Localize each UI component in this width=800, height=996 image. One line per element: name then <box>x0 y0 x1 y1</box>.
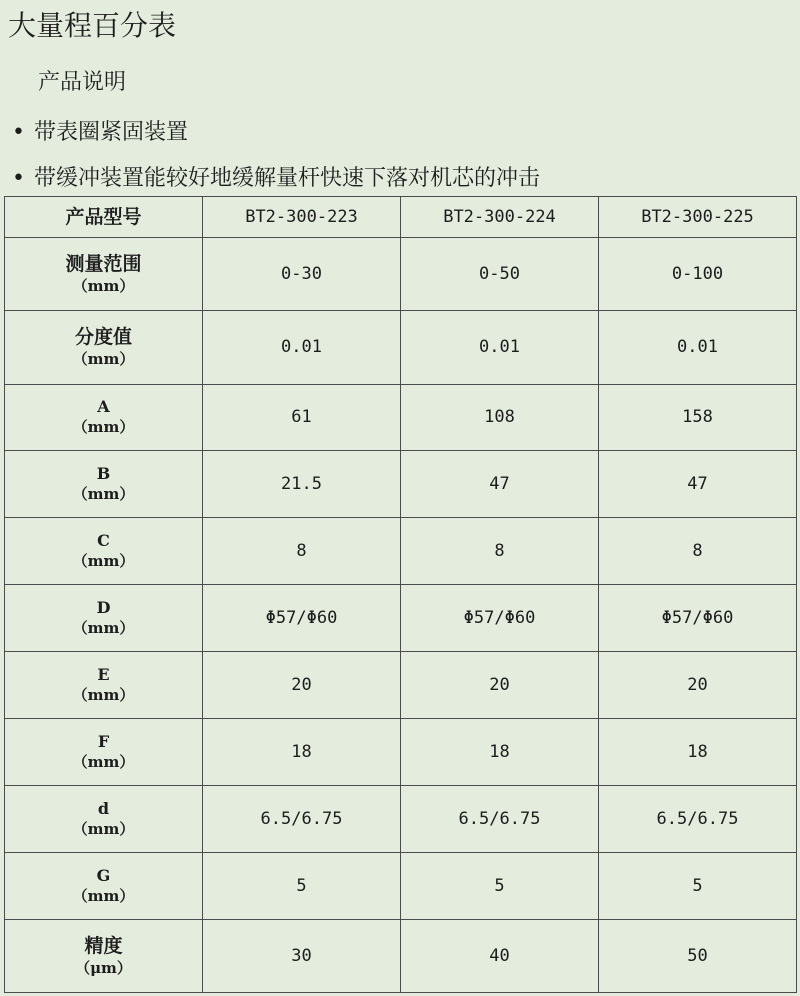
bullet-icon: • <box>12 166 25 191</box>
spec-value: 0.01 <box>401 311 599 384</box>
spec-value: 20 <box>203 652 401 719</box>
spec-value: 18 <box>599 718 797 785</box>
spec-value: 47 <box>599 451 797 518</box>
spec-unit: （mm） <box>72 685 135 704</box>
spec-value: 0-100 <box>599 237 797 310</box>
spec-name-cell <box>5 785 203 852</box>
feature-bullet <box>12 164 540 194</box>
table-row <box>5 237 797 310</box>
page-title: 大量程百分表 <box>8 9 177 42</box>
table-row <box>5 585 797 652</box>
feature-text: 带缓冲装置能较好地缓解量杆快速下落对机芯的冲击 <box>34 166 541 191</box>
spec-unit: （mm） <box>72 752 135 771</box>
spec-value: 8 <box>401 518 599 585</box>
spec-value: 21.5 <box>203 451 401 518</box>
table-row <box>5 451 797 518</box>
spec-value: 5 <box>401 852 599 919</box>
spec-unit: （mm） <box>72 418 135 437</box>
spec-value: 5 <box>599 852 797 919</box>
spec-table <box>4 196 797 993</box>
spec-value: 61 <box>203 384 401 451</box>
table-row <box>5 852 797 919</box>
spec-unit: （mm） <box>72 350 135 369</box>
spec-name: D <box>96 598 111 618</box>
spec-name-cell <box>5 718 203 785</box>
spec-unit: （mm） <box>72 485 135 504</box>
spec-value: Φ57/Φ60 <box>401 585 599 652</box>
spec-name: 精度 <box>84 934 123 957</box>
spec-value: Φ57/Φ60 <box>599 585 797 652</box>
spec-unit: （μm） <box>75 958 132 977</box>
feature-text: 带表圈紧固装置 <box>34 120 189 145</box>
spec-value: 8 <box>203 518 401 585</box>
spec-value: 18 <box>401 718 599 785</box>
spec-value: 6.5/6.75 <box>599 785 797 852</box>
spec-name: B <box>96 464 111 484</box>
spec-name-cell <box>5 451 203 518</box>
spec-value: 0.01 <box>203 311 401 384</box>
spec-name: 测量范围 <box>65 252 142 275</box>
model-number: BT2-300-223 <box>203 197 401 238</box>
spec-name: A <box>97 397 110 417</box>
spec-value: 108 <box>401 384 599 451</box>
spec-name: 分度值 <box>74 326 132 349</box>
table-row <box>5 718 797 785</box>
spec-value: 0.01 <box>599 311 797 384</box>
product-description-heading: 产品说明 <box>38 70 127 95</box>
spec-unit: （mm） <box>72 886 135 905</box>
spec-name-cell <box>5 237 203 310</box>
spec-name-cell <box>5 518 203 585</box>
spec-value: 5 <box>203 852 401 919</box>
model-number: BT2-300-225 <box>599 197 797 238</box>
table-row <box>5 518 797 585</box>
table-row <box>5 652 797 719</box>
spec-value: 50 <box>599 919 797 992</box>
spec-value: 47 <box>401 451 599 518</box>
spec-unit: （mm） <box>72 819 135 838</box>
table-header-row <box>5 197 797 238</box>
spec-value: 0-50 <box>401 237 599 310</box>
model-number: BT2-300-224 <box>401 197 599 238</box>
spec-value: 8 <box>599 518 797 585</box>
spec-name-cell <box>5 311 203 384</box>
model-header-label: 产品型号 <box>5 197 203 238</box>
spec-name: C <box>97 531 110 551</box>
spec-value: 158 <box>599 384 797 451</box>
spec-name-cell <box>5 585 203 652</box>
spec-value: Φ57/Φ60 <box>203 585 401 652</box>
table-row <box>5 785 797 852</box>
table-row <box>5 311 797 384</box>
bullet-icon: • <box>12 120 25 145</box>
table-row <box>5 384 797 451</box>
spec-value: 6.5/6.75 <box>203 785 401 852</box>
spec-value: 20 <box>599 652 797 719</box>
spec-name-cell <box>5 852 203 919</box>
spec-name: F <box>97 731 110 751</box>
spec-unit: （mm） <box>72 276 135 295</box>
spec-unit: （mm） <box>72 619 135 638</box>
table-row <box>5 919 797 992</box>
spec-name: E <box>97 664 110 684</box>
spec-name: G <box>96 865 111 885</box>
spec-unit: （mm） <box>72 552 135 571</box>
spec-name-cell <box>5 384 203 451</box>
spec-value: 20 <box>401 652 599 719</box>
spec-name-cell <box>5 652 203 719</box>
spec-value: 18 <box>203 718 401 785</box>
spec-value: 0-30 <box>203 237 401 310</box>
spec-name-cell <box>5 919 203 992</box>
spec-name: d <box>97 798 110 818</box>
spec-value: 6.5/6.75 <box>401 785 599 852</box>
spec-value: 30 <box>203 919 401 992</box>
feature-bullet <box>12 118 188 148</box>
spec-value: 40 <box>401 919 599 992</box>
